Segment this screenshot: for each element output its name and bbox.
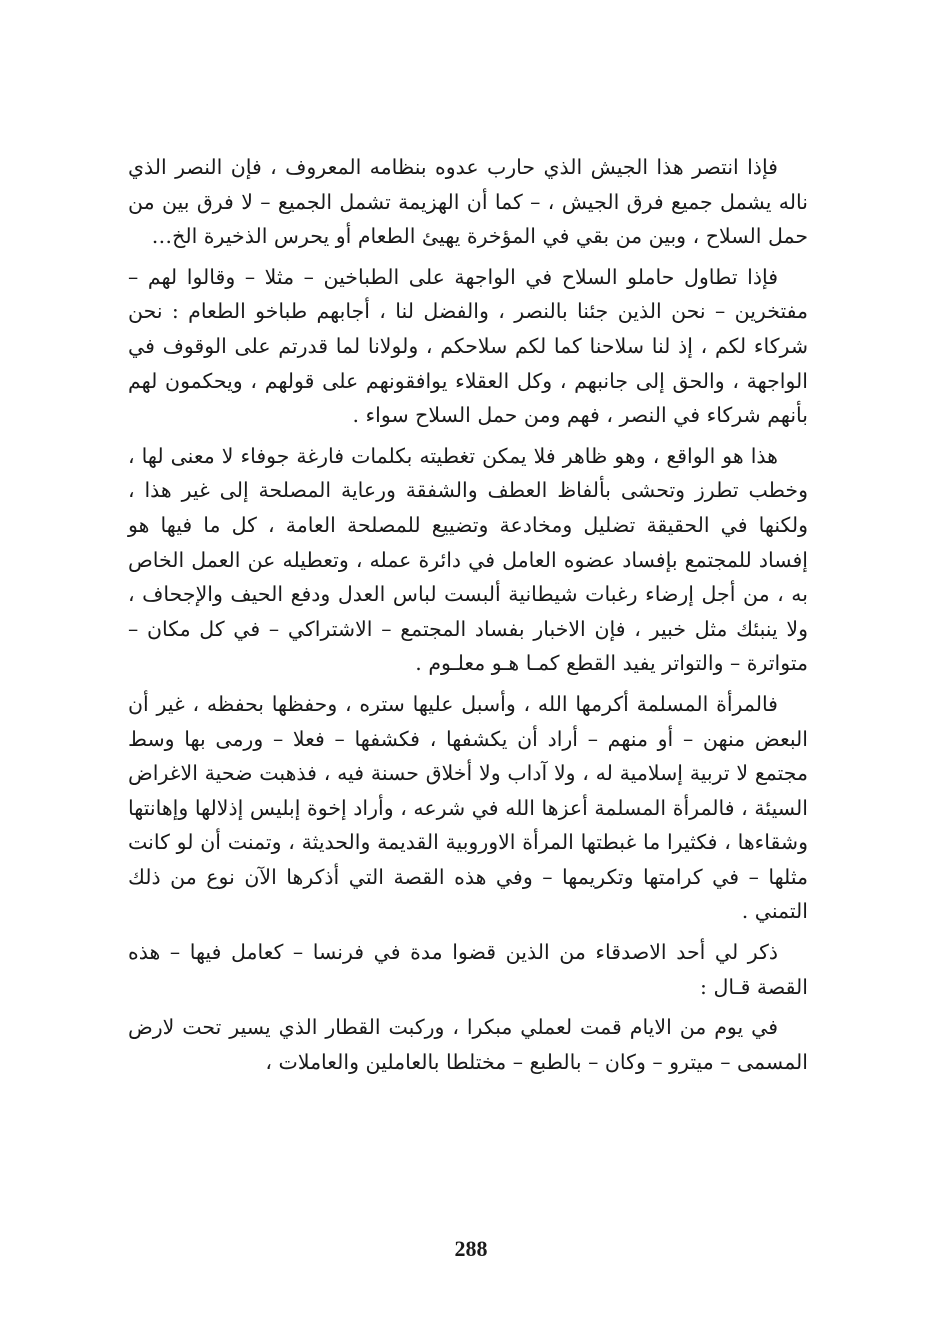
paragraph-2: فإذا تطاول حاملو السلاح في الواجهة على الطباخين – مثلا – وقالوا لهم – مفتخرين – نحن الذين جئنا بالنصر ، والفضل لنا ، أجابهم طباخو الطعام : نحن شركاء لكم ، إذ لنا سلاحنا كما لكم سلاحكم ، ولولانا لما قدرتم على الوقوف في الواجهة ، والحق إلى جانبهم ، وكل العقلاء يوافقونهم على قولهم ، ويحكمون لهم بأنهم شركاء في النصر ، فهم ومن حمل السلاح سواء . xyxy=(128,264,808,428)
paragraph-3: هذا هو الواقع ، وهو ظاهر فلا يمكن تغطيته بكلمات فارغة جوفاء لا معنى لها ، وخطب تطرز وتحشى بألفاظ العطف والشفقة ورعاية المصلحة إلى غير هذا ، ولكنها في الحقيقة تضليل ومخادعة وتضييع للمصلحة العامة ، كل ما فيها هو إفساد للمجتمع بإفساد عضوه العامل في دائرة عمله ، وتعطيله عن العمل الخاص به ، من أجل إرضاء رغبات شيطانية ألبست لباس العدل ودفع الحيف والإجحاف ، ولا ينبئك مثل خبير ، فإن الاخبار بفساد المجتمع – الاشتراكي – في كل مكان – متواترة – والتواتر يفيد القطع كمـا هـو معلـوم . xyxy=(128,443,808,676)
page-number: 288 xyxy=(454,1236,488,1261)
paragraph-4: فالمرأة المسلمة أكرمها الله ، وأسبل عليها ستره ، وحفظها بحفظه ، غير أن البعض منهن – أو منهم – أراد أن يكشفها ، فكشفها – فعلا – ورمى بها وسط مجتمع لا تربية إسلامية له ، ولا آداب ولا أخلاق حسنة فيه ، فذهبت ضحية الاغراض السيئة ، فالمرأة المسلمة أعزها الله في شرعه ، وأراد إخوة إبليس إذلالها وإهانتها وشقاءها ، فكثيرا ما غبطتها المرأة الاوروبية القديمة والحديثة ، وتمنت أن لو كانت مثلها – في كرامتها وتكريمها – وفي هذه القصة التي أذكرها الآن نوع من ذلك التمني . xyxy=(128,691,808,924)
body-text xyxy=(128,150,808,1079)
paragraph-5: ذكر لي أحد الاصدقاء من الذين قضوا مدة في فرنسا – كعامل فيها – هذه القصة قـال : xyxy=(128,940,808,999)
paragraph-6: في يوم من الايام قمت لعملي مبكرا ، وركبت القطار الذي يسير تحت لارض المسمى – ميترو – وكان – بالطبع – مختلطا بالعاملين والعاملات ، xyxy=(128,1015,808,1074)
paragraph-1: فإذا انتصر هذا الجيش الذي حارب عدوه بنظامه المعروف ، فإن النصر الذي ناله يشمل جميع فرق الجيش ، – كما أن الهزيمة تشمل الجميع – لا فرق بين من حمل السلاح ، وبين من بقي في المؤخرة يهيئ الطعام أو يحرس الذخيرة الخ… xyxy=(128,155,808,249)
